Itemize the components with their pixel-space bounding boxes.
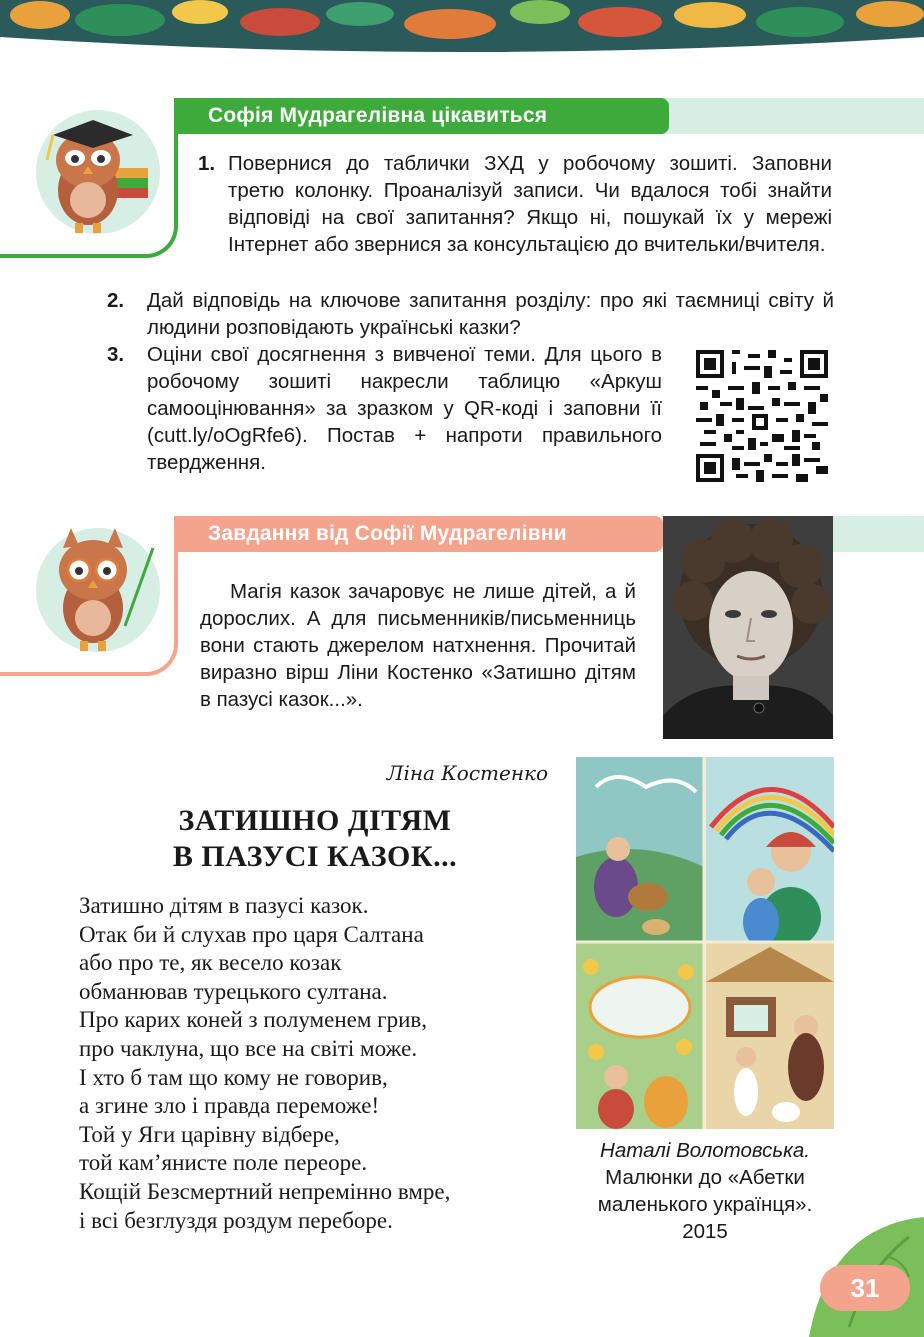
- poem-line: або про те, як весело козак: [79, 950, 342, 976]
- page-number: 31: [820, 1265, 910, 1311]
- caption-author: Наталі Волотовська.: [600, 1139, 810, 1162]
- section2-title: Завдання від Софії Мудрагелівни: [175, 516, 663, 552]
- poem-line: Той у Яги царівну відбере,: [79, 1121, 340, 1147]
- intro-text: Магія казок зачаровує не лише дітей, а й дорослих. А для письменників/письменниць вони стають джерелом натхнення. Прочитай виразно вірш Ліни Костенко «Затишно дітям в пазусі казок...».: [200, 580, 636, 711]
- section2-intro: [200, 578, 636, 713]
- illustration-image: [576, 757, 834, 1129]
- caption-line: Малюнки до «Абетки: [605, 1166, 805, 1189]
- owl-teacher-icon: [33, 508, 163, 653]
- section1-header-extension: [660, 98, 924, 134]
- task-number: 1.: [198, 152, 216, 175]
- task-number: 2.: [107, 289, 125, 312]
- portrait-image: [663, 516, 833, 739]
- poem-title: [80, 803, 550, 875]
- poem-line: Затишно дітям в пазусі казок.: [79, 893, 369, 918]
- poem-line: той кам’янисте поле переоре.: [79, 1150, 368, 1176]
- top-floral-band: [0, 0, 924, 62]
- poem-line: і всі безглуздя роздум переборе.: [79, 1207, 393, 1233]
- task-1: [198, 150, 832, 258]
- poem-line: Про карих коней з полуменем грив,: [79, 1007, 427, 1033]
- task-text: Оціни свої досягнення з вивченої теми. Для цього в робочому зошиті накресли таблицю «Аркуш самооцінювання» за зразком у QR-коді і заповни її (cutt.ly/oOgRfe6). Постав + напроти правильного твердження.: [147, 343, 662, 474]
- poem-line: обманював турецького султана.: [79, 978, 388, 1004]
- task-number: 3.: [107, 343, 125, 366]
- poem-title-line: ЗАТИШНО ДІТЯМ: [178, 804, 452, 837]
- poem-line: про чаклуна, що все на світі може.: [79, 1035, 418, 1061]
- caption-line: 2015: [682, 1220, 728, 1243]
- poem-line: Кощій Безсмертний непремінно вмре,: [79, 1178, 451, 1204]
- qr-code-icon[interactable]: [696, 350, 828, 482]
- owl-graduate-icon: [33, 90, 163, 235]
- task-3: [107, 341, 662, 476]
- poem-line: Отак би й слухав про царя Салтана: [79, 921, 424, 947]
- poem-author: Ліна Костенко: [386, 761, 548, 785]
- poem-line: а згине зло і правда переможе!: [79, 1093, 380, 1119]
- task-2: [107, 287, 834, 341]
- task-text: Повернися до таблички ЗХД у робочому зошиті. Заповни третю колонку. Проаналізуй записи. Чи вдалося тобі знайти відповіді на свої запитання? Якщо ні, пошукай їх у мережі Інтернет або звернися за консультацією до вчительки/вчителя.: [228, 152, 832, 256]
- section1-title: Софія Мудрагелівна цікавиться: [175, 98, 669, 134]
- poem-line: І хто б там що кому не говорив,: [79, 1064, 388, 1090]
- task-text: Дай відповідь на ключове запитання розділу: про які таємниці світу й людини розповідають українські казки?: [147, 289, 834, 339]
- poem-body: [79, 892, 559, 1235]
- poem-title-line: В ПАЗУСІ КАЗОК...: [172, 840, 458, 873]
- illustration-caption: [560, 1137, 850, 1245]
- caption-line: маленького українця».: [597, 1193, 813, 1216]
